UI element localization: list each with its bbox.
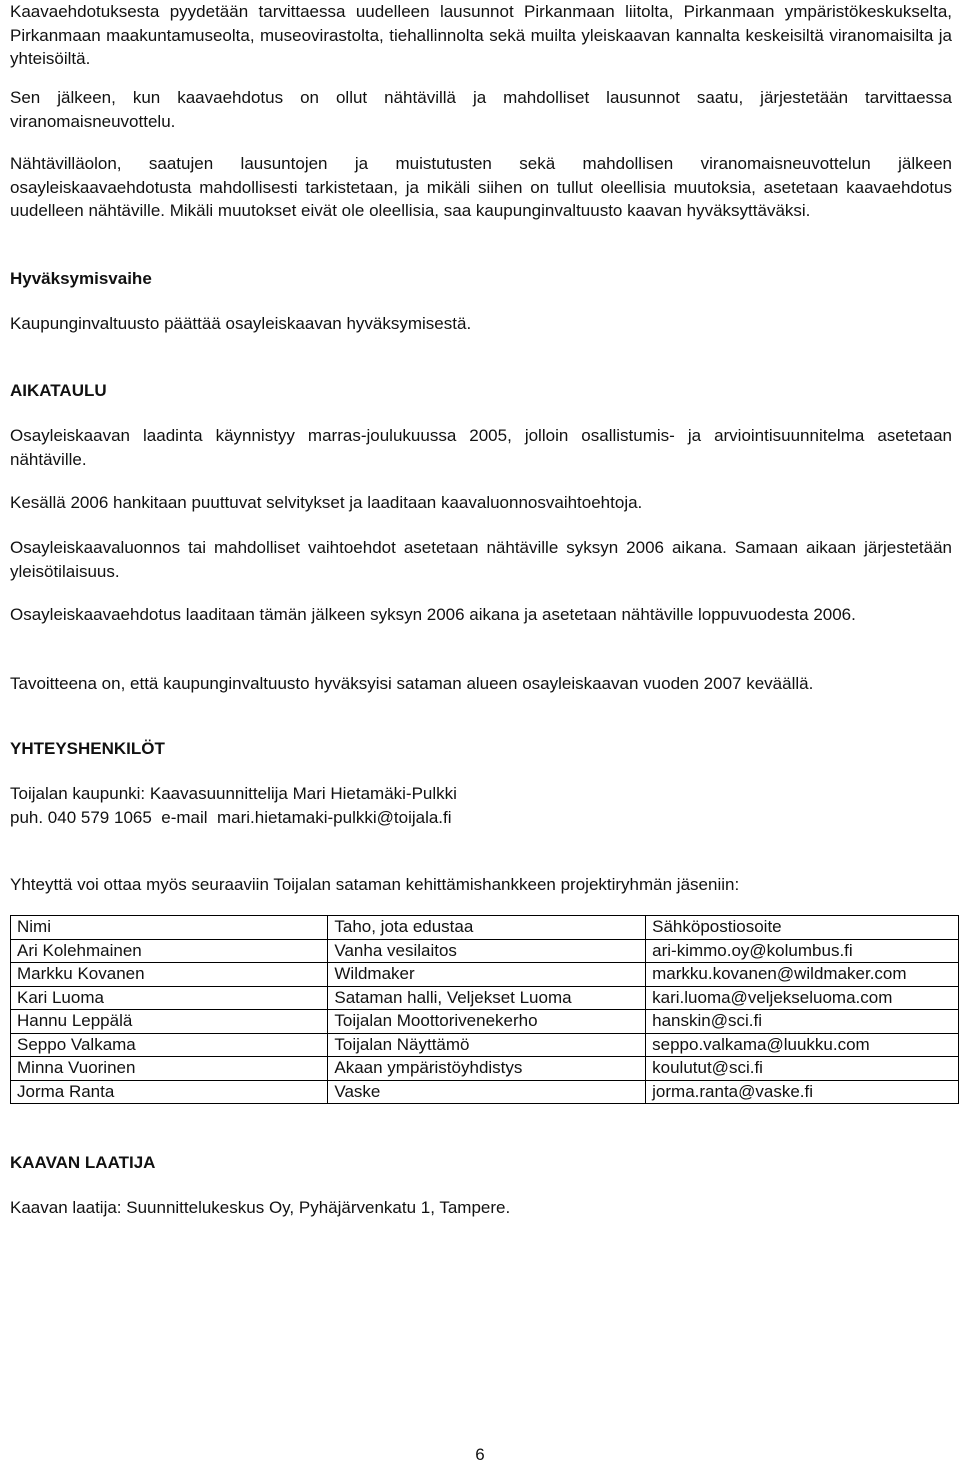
paragraph-nahtavillaolo: [10, 152, 952, 223]
table-cell: Sataman halli, Veljekset Luoma: [328, 986, 646, 1010]
section-heading: KAAVAN LAATIJA: [10, 1153, 156, 1172]
table-row: [11, 1080, 959, 1104]
table-row: [11, 963, 959, 987]
table-cell: ari-kimmo.oy@kolumbus.fi: [646, 939, 959, 963]
paragraph-text: Kaavaehdotuksesta pyydetään tarvittaessa uudelleen lausunnot Pirkanmaan liitolta, Pirkanmaan ympäristökeskukselta, Pirkanmaan maakuntamuseolta, museovirastolta, tiehallinnolta sekä muilta yleiskaavan kannalta keskeisiltä viranomaisilta ja yhteisöiltä.: [10, 2, 952, 68]
paragraph-text: Nähtävilläolon, saatujen lausuntojen ja muistutusten sekä mahdollisen viranomaisneuvottelun jälkeen osayleiskaavaehdotusta mahdollisesti tarkistetaan, ja mikäli siihen on tullut oleellisia muutoksia, asetetaan kaavaehdotus uudelleen nähtäville. Mikäli muutokset eivät ole oleellisia, saa kaupunginvaltuusto kaavan hyväksyttäväksi.: [10, 154, 952, 220]
table-header-cell: Taho, jota edustaa: [328, 916, 646, 940]
table-row: [11, 1057, 959, 1081]
table-cell: Vaske: [328, 1080, 646, 1104]
paragraph-aikataulu-2: [10, 491, 952, 515]
table-cell: Minna Vuorinen: [11, 1057, 328, 1081]
table-header-row: [11, 916, 959, 940]
section-heading: AIKATAULU: [10, 381, 107, 400]
table-cell: jorma.ranta@vaske.fi: [646, 1080, 959, 1104]
contact-person: [10, 782, 952, 829]
table-cell: Toijalan Näyttämö: [328, 1033, 646, 1057]
section-heading: Hyväksymisvaihe: [10, 269, 152, 288]
paragraph-hyvaksyminen: [10, 312, 952, 336]
table-row: [11, 1010, 959, 1034]
table-cell: kari.luoma@veljekseluoma.com: [646, 986, 959, 1010]
paragraph-text: Kaupunginvaltuusto päättää osayleiskaavan hyväksymisestä.: [10, 314, 472, 333]
table-cell: Jorma Ranta: [11, 1080, 328, 1104]
table-cell: koulutut@sci.fi: [646, 1057, 959, 1081]
table-cell: Kari Luoma: [11, 986, 328, 1010]
paragraph-text: Kesällä 2006 hankitaan puuttuvat selvitykset ja laaditaan kaavaluonnosvaihtoehtoja.: [10, 493, 643, 512]
section-hyvaksymisvaihe: [10, 267, 952, 291]
table-cell: markku.kovanen@wildmaker.com: [646, 963, 959, 987]
table-cell: Seppo Valkama: [11, 1033, 328, 1057]
contact-line: Toijalan kaupunki: Kaavasuunnittelija Mari Hietamäki-Pulkki: [10, 784, 457, 803]
paragraph-text: Kaavan laatija: Suunnittelukeskus Oy, Pyhäjärvenkatu 1, Tampere.: [10, 1198, 511, 1217]
paragraph-text: Tavoitteena on, että kaupunginvaltuusto hyväksyisi sataman alueen osayleiskaavan vuoden 2007 keväällä.: [10, 674, 814, 693]
table-row: [11, 986, 959, 1010]
paragraph-aikataulu-3: [10, 536, 952, 583]
table-header-cell: Sähköpostiosoite: [646, 916, 959, 940]
table-cell: Akaan ympäristöyhdistys: [328, 1057, 646, 1081]
paragraph-neuvottelu: [10, 86, 952, 133]
paragraph-aikataulu-1: [10, 424, 952, 471]
table-cell: seppo.valkama@luukku.com: [646, 1033, 959, 1057]
table-row: [11, 939, 959, 963]
table-cell: Ari Kolehmainen: [11, 939, 328, 963]
paragraph-text: Yhteyttä voi ottaa myös seuraaviin Toijalan sataman kehittämishankkeen projektiryhmän jäseniin:: [10, 875, 740, 894]
table-header-cell: Nimi: [11, 916, 328, 940]
table-cell: hanskin@sci.fi: [646, 1010, 959, 1034]
table-cell: Hannu Leppälä: [11, 1010, 328, 1034]
contacts-table: [10, 915, 959, 1104]
paragraph-text: Osayleiskaavan laadinta käynnistyy marras-joulukuussa 2005, jolloin osallistumis- ja arviointisuunnitelma asetetaan nähtäville.: [10, 426, 952, 469]
paragraph-lausunnot: [10, 0, 952, 71]
contacts-intro: [10, 873, 952, 897]
table-cell: Markku Kovanen: [11, 963, 328, 987]
table-cell: Wildmaker: [328, 963, 646, 987]
paragraph-aikataulu-5: [10, 672, 952, 696]
section-kaavan-laatija: [10, 1151, 952, 1175]
paragraph-text: Osayleiskaavaehdotus laaditaan tämän jälkeen syksyn 2006 aikana ja asetetaan nähtäville loppuvuodesta 2006.: [10, 605, 856, 624]
table-cell: Toijalan Moottorivenekerho: [328, 1010, 646, 1034]
section-aikataulu: [10, 379, 952, 403]
section-yhteyshenkilot: [10, 737, 952, 761]
paragraph-text: Sen jälkeen, kun kaavaehdotus on ollut nähtävillä ja mahdolliset lausunnot saatu, järjestetään tarvittaessa viranomaisneuvottelu.: [10, 88, 952, 131]
paragraph-aikataulu-4: [10, 603, 952, 627]
section-heading: YHTEYSHENKILÖT: [10, 739, 165, 758]
table-row: [11, 1033, 959, 1057]
table-cell: Vanha vesilaitos: [328, 939, 646, 963]
contact-line: puh. 040 579 1065 e-mail mari.hietamaki-pulkki@toijala.fi: [10, 807, 452, 827]
paragraph-text: Osayleiskaavaluonnos tai mahdolliset vaihtoehdot asetetaan nähtäville syksyn 2006 aikana. Samaan aikaan järjestetään yleisötilaisuus.: [10, 538, 952, 581]
page-number: 6: [475, 1445, 485, 1464]
paragraph-laatija: [10, 1196, 952, 1220]
